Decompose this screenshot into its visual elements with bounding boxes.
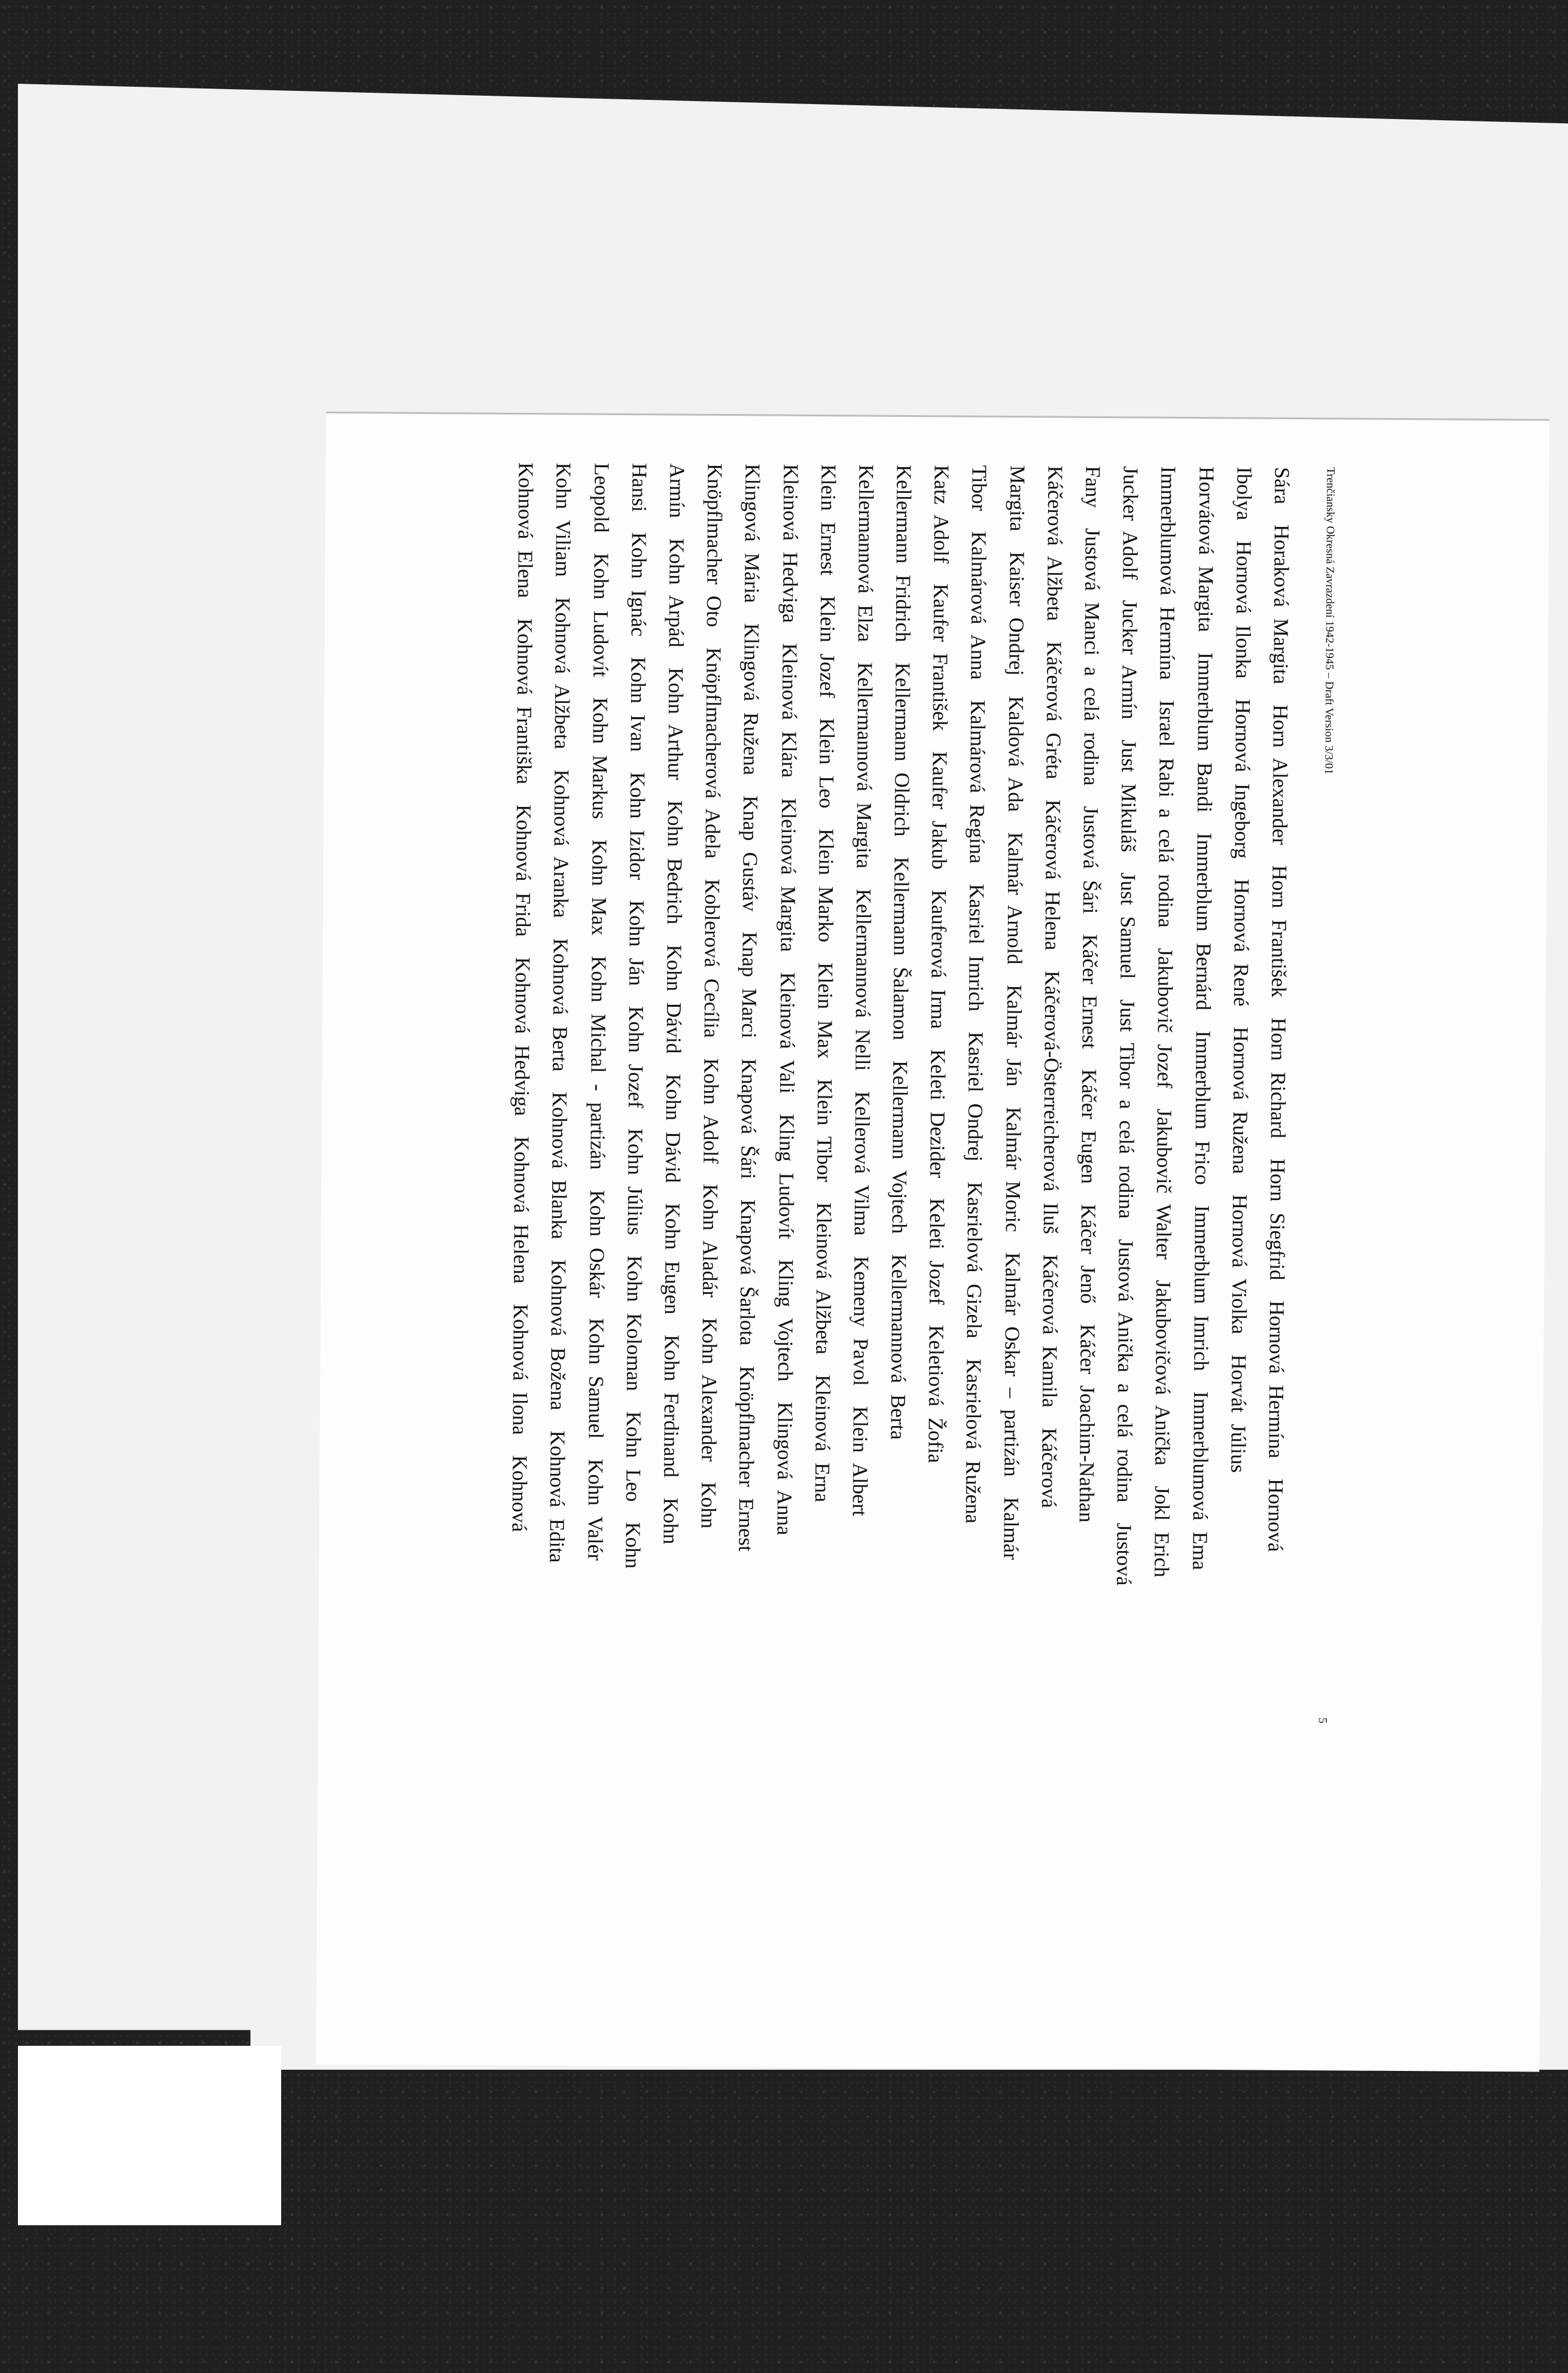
person-name: Margita [1005, 465, 1030, 532]
person-name: Kasrielová Gizela [963, 1181, 987, 1339]
person-name: Kaufer František [928, 583, 953, 732]
person-name: Klein Ernest [816, 464, 841, 576]
person-name: Kohn Oskár [584, 1190, 609, 1298]
person-name: Klein Albert [848, 1406, 872, 1516]
person-name: Kohn Leo [621, 1411, 646, 1502]
person-name: Kohn Aladár [698, 1184, 723, 1298]
person-name: Káčer Eugen [1077, 1069, 1101, 1184]
person-name: Kohn Ján [624, 900, 648, 986]
person-name: Kohn Bedrich [662, 800, 687, 925]
person-name: Kohn Dávid [661, 1074, 686, 1183]
person-name: Keletiová Žofia [924, 1325, 949, 1463]
person-name: Kasriel Ondrej [963, 1031, 988, 1162]
person-name: Kohn Ludovít [588, 553, 613, 677]
person-name: Káčer Ernest [1077, 934, 1102, 1049]
person-name: Klingová Mária [740, 464, 765, 604]
person-name: Israel Rabi a celá rodina [1154, 700, 1179, 928]
person-name: Kohn Michal - partizán [585, 955, 611, 1170]
person-name: Kohn Max [587, 839, 611, 936]
person-name: Just Mikuláš [1116, 739, 1141, 852]
person-name: Hansi [627, 463, 651, 512]
person-name: Kohn Július [623, 1128, 647, 1235]
person-name: Kohn Eugen [660, 1203, 684, 1315]
person-name: Kohn Markus [587, 697, 612, 820]
person-name: Kellermannová Nelli [851, 888, 876, 1071]
person-name: Justová [1112, 1522, 1136, 1586]
name-row [991, 465, 1036, 1606]
person-name: Knap Gustáv [738, 795, 763, 912]
person-name: Hornová Hermína [1264, 1300, 1289, 1459]
person-name: Kohnová [507, 1455, 532, 1533]
person-name: Kleinová Hedviga [778, 464, 803, 623]
person-name: Horvát Július [1226, 1354, 1251, 1473]
person-name: Knöpflmacher Oto [702, 463, 727, 627]
person-name: Hornová Ilonka [1231, 540, 1256, 679]
person-name: Justová Anička a celá rodina [1113, 1239, 1138, 1503]
person-name: Katz Adolf [929, 465, 954, 563]
person-name: Kohnová Božena [546, 1259, 571, 1411]
person-name: Kalmár Ján [1001, 985, 1026, 1087]
person-name: Káčer Jenő [1076, 1204, 1100, 1304]
name-row [1180, 467, 1225, 1607]
person-name: Kohn Arpád [664, 538, 689, 648]
person-name: Jakubovič Walter [1152, 1108, 1177, 1260]
person-name: Keleti Jozef [925, 1198, 949, 1305]
name-row [613, 463, 658, 1603]
person-name: Kohnová Elena [513, 462, 538, 598]
person-name: Kohnová Hedviga [510, 956, 535, 1116]
person-name: Just Samuel [1116, 872, 1140, 979]
document-page [316, 412, 1549, 2072]
person-name: Kohn Koloman [622, 1255, 647, 1391]
name-row [1218, 467, 1263, 1607]
person-name: Immerblum Frico [1190, 1030, 1215, 1185]
name-row [1067, 466, 1112, 1606]
person-name: Just Tibor a celá rodina [1115, 999, 1140, 1219]
person-name: Kalmárová Anna [966, 531, 991, 680]
person-name: Kohnová Blanka [547, 1092, 572, 1239]
name-row [1256, 467, 1301, 1607]
person-name: Kellermann Oldrich [890, 662, 915, 837]
name-row [916, 465, 961, 1605]
person-name: Immerblumová Ema [1188, 1391, 1213, 1570]
person-name: Kleinová Margita [776, 798, 800, 952]
person-name: Kleinová Klára [777, 643, 802, 778]
person-name: Kohnová Berta [548, 938, 573, 1072]
person-name: Káčerová Alžbeta [1042, 465, 1067, 622]
scanned-sheet-corner [18, 2046, 281, 2225]
person-name: Knapová Šári [736, 1058, 761, 1180]
person-name: Kohn Dávid [662, 945, 686, 1054]
person-name: Jucker Adolf [1118, 466, 1143, 580]
person-name: Kaiser Ondrej [1004, 552, 1029, 676]
person-name: Fany [1081, 465, 1105, 508]
person-name: Hornová Ingeborg [1230, 699, 1255, 859]
person-name: Kohn Alexander [697, 1317, 721, 1462]
person-name: Klingová Ružena [739, 623, 764, 776]
person-name: Kalmár Arnold [1003, 832, 1027, 965]
person-name: Kalmár Moric [1001, 1107, 1025, 1232]
person-name: Horaková Margita [1269, 524, 1293, 685]
person-name: Kohnová Aranka [549, 769, 574, 918]
person-name: Kohnová Alžbeta [550, 597, 575, 750]
name-row [765, 464, 809, 1604]
person-name: Kellermann Fridrich [891, 464, 916, 642]
person-name: Kohnová Frida [511, 804, 536, 937]
name-row [576, 463, 620, 1603]
person-name: Kellermannová Elza [853, 464, 878, 642]
person-name: Justová Manci a celá rodina [1079, 528, 1104, 786]
person-name: Knöpflmacher Ernest [734, 1366, 759, 1552]
person-name: Horn Siegfrid [1265, 1158, 1290, 1281]
person-name: Káčerová Gréta [1042, 641, 1066, 779]
person-name: Kellermann Šalamon [888, 857, 914, 1041]
name-row [1105, 466, 1150, 1606]
person-name: Kohn Valér [583, 1458, 607, 1561]
name-row [500, 462, 545, 1603]
person-name: Knöpflmacherová Adela [701, 647, 726, 859]
person-name: Hornová René [1229, 879, 1254, 1007]
name-row [954, 465, 998, 1605]
person-name: Immerblum Bernárd [1191, 833, 1216, 1011]
person-name: Kellerová Vilma [850, 1091, 875, 1236]
person-name: Kaldová Ada [1003, 696, 1028, 812]
person-name: Kohnová Františka [512, 618, 537, 785]
person-name: Sára [1270, 467, 1294, 505]
page-header: Trenčiansky Okresná Zavrazdení 1942-1945 – Draft Version 3/3/01 [1322, 467, 1337, 775]
person-name: Keleti Dezider [925, 1049, 950, 1178]
person-name: Jokl Erich [1150, 1485, 1174, 1577]
person-name: Klein Jozef [815, 595, 839, 698]
page-number: 5 [1316, 1717, 1329, 1724]
person-name: Horvátová Margita [1193, 466, 1219, 632]
person-name: Kohn Ignác [626, 532, 651, 637]
person-name: Hornová Ružena [1228, 1026, 1253, 1174]
person-name: Káčer Joachim-Nathan [1074, 1324, 1100, 1523]
person-name: Kohn Izidor [625, 772, 650, 881]
person-name: Kellermann Vojtech [887, 1060, 912, 1234]
name-row [651, 463, 696, 1603]
person-name: Klein Max [813, 962, 838, 1059]
person-name: Kleinová Vali [775, 972, 799, 1094]
person-name: Klein Tibor [812, 1079, 836, 1183]
person-name: Kaufer Jakub [927, 751, 952, 870]
rotated-page-content [250, 461, 1336, 2082]
person-name: Kellermannová Berta [886, 1254, 911, 1440]
person-name: Klein Leo [814, 718, 839, 809]
person-name: Klein Marko [814, 828, 838, 943]
person-name: Kohn Ferdinand [659, 1335, 684, 1478]
person-name: Horn František [1267, 865, 1292, 998]
person-name: Kohn Adolf [699, 1058, 723, 1164]
person-name: Káčerová [1037, 1427, 1061, 1509]
person-name: Kleinová Erna [810, 1375, 835, 1503]
person-name: Kasrielová Ružena [961, 1358, 986, 1524]
name-row [1030, 465, 1074, 1606]
person-name: Justová Šári [1078, 806, 1103, 914]
person-name: Kemeny Pavol [849, 1256, 873, 1386]
person-name: Kohn Ivan [626, 656, 650, 752]
person-name: Tibor [967, 465, 991, 511]
person-name: Hornová Violka [1227, 1194, 1252, 1335]
person-name: Immerblumová Hermína [1155, 466, 1180, 680]
person-name: Kohnová Ilona [508, 1303, 533, 1435]
person-name: Armín [665, 463, 689, 519]
person-name: Kling Vojtech [773, 1259, 797, 1382]
person-name: Jucker Armín [1118, 599, 1142, 720]
person-name: Kohn Samuel [584, 1318, 608, 1439]
person-name: Kalmár Oskar – partizán [999, 1252, 1025, 1477]
person-name: Kalmár [998, 1497, 1023, 1560]
person-name: Káčerová Helena [1040, 799, 1065, 951]
person-name: Káčerová-Österreicherová Iluš [1039, 970, 1064, 1235]
name-row [1143, 466, 1188, 1606]
person-name: Kleinová Alžbeta [811, 1202, 836, 1355]
person-name: Jakubovičová Anička [1150, 1280, 1176, 1466]
person-name: Kohn [696, 1482, 721, 1529]
person-name: Ibolya [1232, 467, 1256, 520]
person-name: Kohn [659, 1497, 683, 1545]
person-name: Kling Ludovít [774, 1114, 799, 1239]
person-name: Kohn Viliam [551, 462, 576, 577]
person-name: Immerblum Imrich [1189, 1205, 1214, 1372]
name-row [841, 464, 885, 1604]
person-name: Kohn Arthur [663, 667, 688, 781]
person-name: Kohnová Edita [545, 1430, 570, 1563]
person-name: Knap Marci [737, 931, 762, 1038]
person-name: Knapová Šarlota [735, 1199, 760, 1346]
person-name: Káčerová Kamila [1037, 1254, 1062, 1408]
person-name: Kalmárová Regína [965, 700, 990, 864]
name-row [538, 462, 583, 1603]
person-name: Kohnová Helena [509, 1136, 534, 1284]
name-row [689, 464, 734, 1604]
person-name: Immerblum Bandi [1192, 652, 1217, 813]
person-name: Kasriel Imrich [964, 884, 989, 1012]
name-row [727, 464, 772, 1604]
person-name: Horn Richard [1266, 1018, 1290, 1138]
person-name: Leopold [589, 462, 614, 533]
person-name: Kauferová Irma [927, 890, 951, 1029]
person-name: Horn Alexander [1268, 704, 1293, 845]
person-name: Jakubovič Jozef [1153, 948, 1177, 1089]
person-name: Hornová [1263, 1478, 1288, 1552]
person-name: Kohn [621, 1522, 645, 1569]
name-row [802, 464, 847, 1604]
person-name: Koblerová Cecília [699, 879, 724, 1038]
person-name: Kohn Jozef [623, 1006, 648, 1108]
name-row [878, 465, 923, 1605]
name-list [500, 462, 1301, 1607]
person-name: Kellermannová Margita [852, 662, 877, 869]
person-name: Klingová Anna [772, 1402, 797, 1536]
